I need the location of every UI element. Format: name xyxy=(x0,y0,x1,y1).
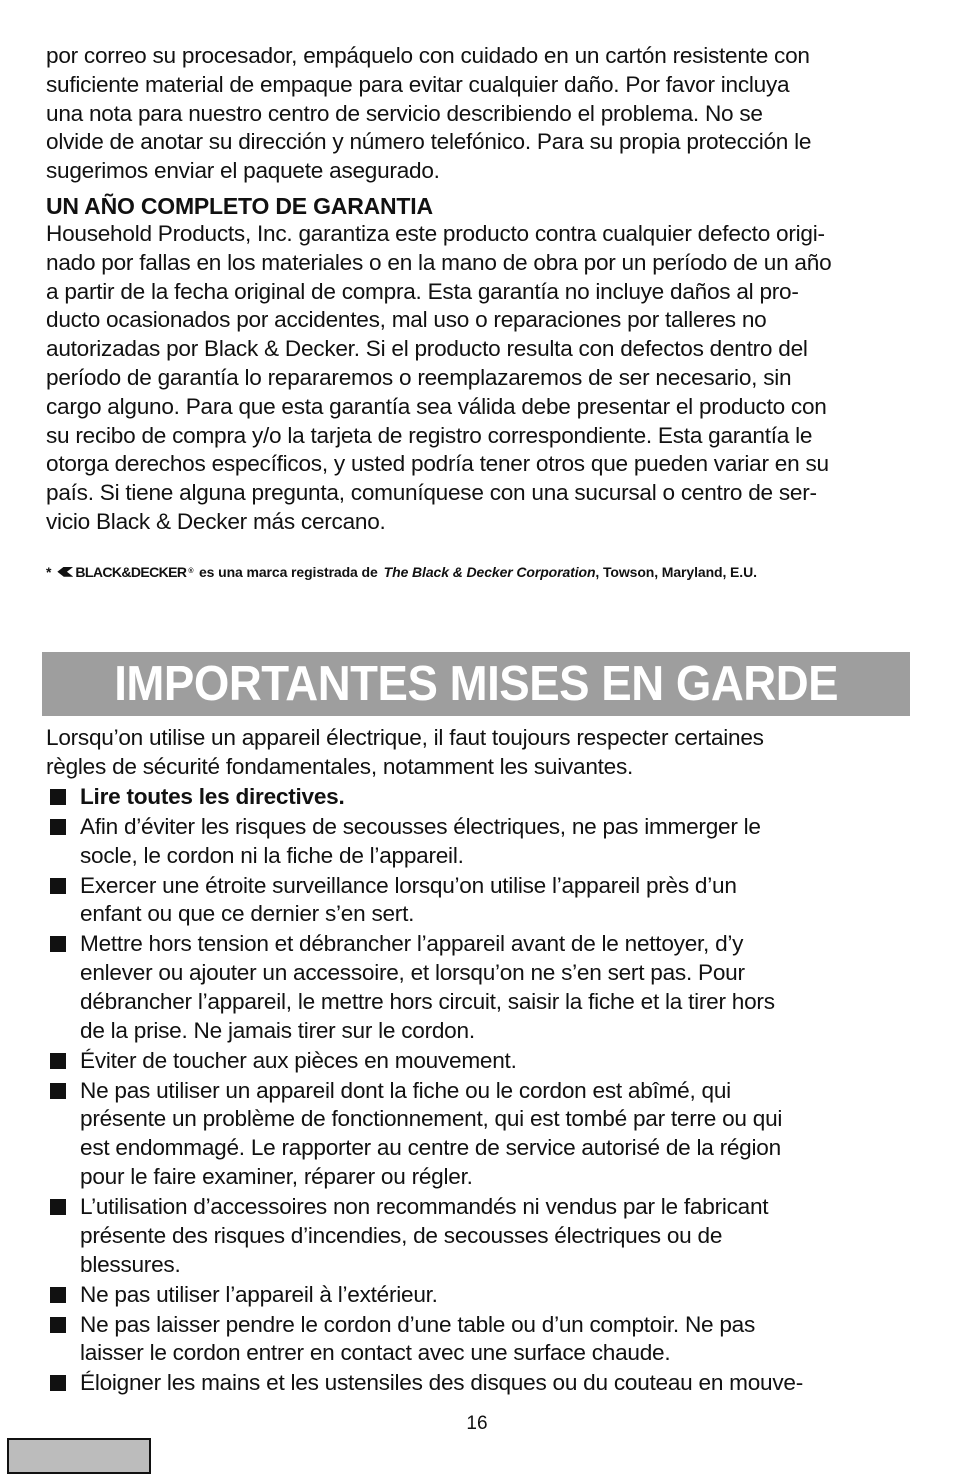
list-item xyxy=(46,1311,908,1369)
page-number: 16 xyxy=(466,1413,488,1434)
bullet-square-icon xyxy=(50,789,66,805)
french-section xyxy=(46,724,908,1398)
safeguard-list xyxy=(46,783,908,1398)
list-item-text: Ne pas utiliser l’appareil à l’extérieur. xyxy=(80,1281,438,1307)
logo-text: BLACK&DECKER xyxy=(75,563,187,580)
spanish-section xyxy=(46,42,908,581)
list-item-text: Exercer une étroite surveillance lorsqu’on utilise l’appareil près d’un enfant ou que ce dernier s’en sert. xyxy=(80,872,737,927)
service-paragraph: por correo su procesador, empáquelo con cuidado en un cartón resistente con suficiente material de empaque para evitar cualquier daño. Por favor incluya una nota para nuestro centro de servicio describiendo el problema. No se olvide de anotar su dirección y número telefónico. Para su propia protección le sugerimos enviar el paquete asegurado. xyxy=(46,43,812,184)
list-item-text: Lire toutes les directives. xyxy=(80,783,345,809)
safeguards-banner xyxy=(42,652,910,716)
bullet-square-icon xyxy=(50,1317,66,1333)
bullet-square-icon xyxy=(50,1199,66,1215)
bullet-square-icon xyxy=(50,819,66,835)
list-item xyxy=(46,1047,908,1076)
list-item xyxy=(46,1369,908,1398)
list-item xyxy=(46,1077,908,1192)
black-decker-logo-icon xyxy=(57,567,73,577)
list-item xyxy=(46,813,908,871)
warranty-heading: UN AÑO COMPLETO DE GARANTIA xyxy=(46,192,433,219)
footnote-text-after: , Towson, Maryland, E.U. xyxy=(595,563,757,580)
list-item xyxy=(46,1281,908,1310)
list-item xyxy=(46,872,908,930)
bullet-square-icon xyxy=(50,1375,66,1391)
list-item xyxy=(46,930,908,1045)
corner-marker-box xyxy=(7,1438,151,1474)
footnote-text-before: es una marca registrada de xyxy=(198,563,378,580)
registered-mark: ® xyxy=(188,567,193,575)
list-item xyxy=(46,1193,908,1279)
bullet-square-icon xyxy=(50,1053,66,1069)
list-item-text: Afin d’éviter les risques de secousses électriques, ne pas immerger le socle, le cordon ni la fiche de l’appareil. xyxy=(80,813,761,868)
bullet-square-icon xyxy=(50,878,66,894)
black-decker-logo xyxy=(57,563,193,581)
list-item-text: Mettre hors tension et débrancher l’appareil avant de le nettoyer, d’y enlever ou ajouter un accessoire, et lorsqu’on ne s’en sert pas. Pour débrancher l’appareil, le mettre hors circuit, saisir la fiche et la tirer hors de la prise. Ne jamais tirer sur le cordon. xyxy=(80,931,775,1043)
trademark-footnote xyxy=(46,563,908,581)
list-item-text: Éviter de toucher aux pièces en mouvement. xyxy=(80,1047,517,1073)
banner-title: IMPORTANTES MISES EN GARDE xyxy=(114,657,838,711)
list-item-text: Ne pas laisser pendre le cordon d’une table ou d’un comptoir. Ne pas laisser le cordon entrer en contact avec une surface chaude. xyxy=(80,1311,756,1366)
footnote-corporation: The Black & Decker Corporation xyxy=(383,563,596,580)
list-item-text: Ne pas utiliser un appareil dont la fiche ou le cordon est abîmé, qui présente un problème de fonctionnement, qui est tombé par terre ou qui est endommagé. Le rapporter au centre de service autorisé de la région pour le faire examiner, réparer ou régler. xyxy=(80,1077,783,1190)
footnote-asterisk: * xyxy=(46,563,52,580)
list-item-text: L’utilisation d’accessoires non recommandés ni vendus par le fabricant présente des risques d’incendies, de secousses électriques ou de blessures. xyxy=(80,1194,769,1277)
french-intro: Lorsqu’on utilise un appareil électrique, il faut toujours respecter certaines règles de sécurité fondamentales, notamment les suivantes. xyxy=(46,725,764,779)
list-item-text: Éloigner les mains et les ustensiles des disques ou du couteau en mouve- xyxy=(80,1370,804,1396)
bullet-square-icon xyxy=(50,1083,66,1099)
warranty-paragraph: Household Products, Inc. garantiza este producto contra cualquier defecto origi- nado por fallas en los materiales o en la mano de obra por un período de un año a partir de la fecha original de compra. Esta garantía no incluye daños al pro- ducto ocasionados por accidentes, mal uso o reparaciones por talleres no autorizadas por Black & Decker. Si el producto resulta con defectos dentro del período de garantía lo repararemos o reemplazaremos de ser necesario, sin cargo alguno. Para que esta garantía sea válida debe presentar el producto con su recibo de compra y/o la tarjeta de registro correspondiente. Esta garantía le otorga derechos específicos, y usted podría tener otros que pueden variar en su país. Si tiene alguna pregunta, comuníquese con una sucursal o centro de ser- vicio Black & Decker más cercano. xyxy=(46,220,832,534)
bullet-square-icon xyxy=(50,1287,66,1303)
bullet-square-icon xyxy=(50,936,66,952)
list-item xyxy=(46,783,908,812)
